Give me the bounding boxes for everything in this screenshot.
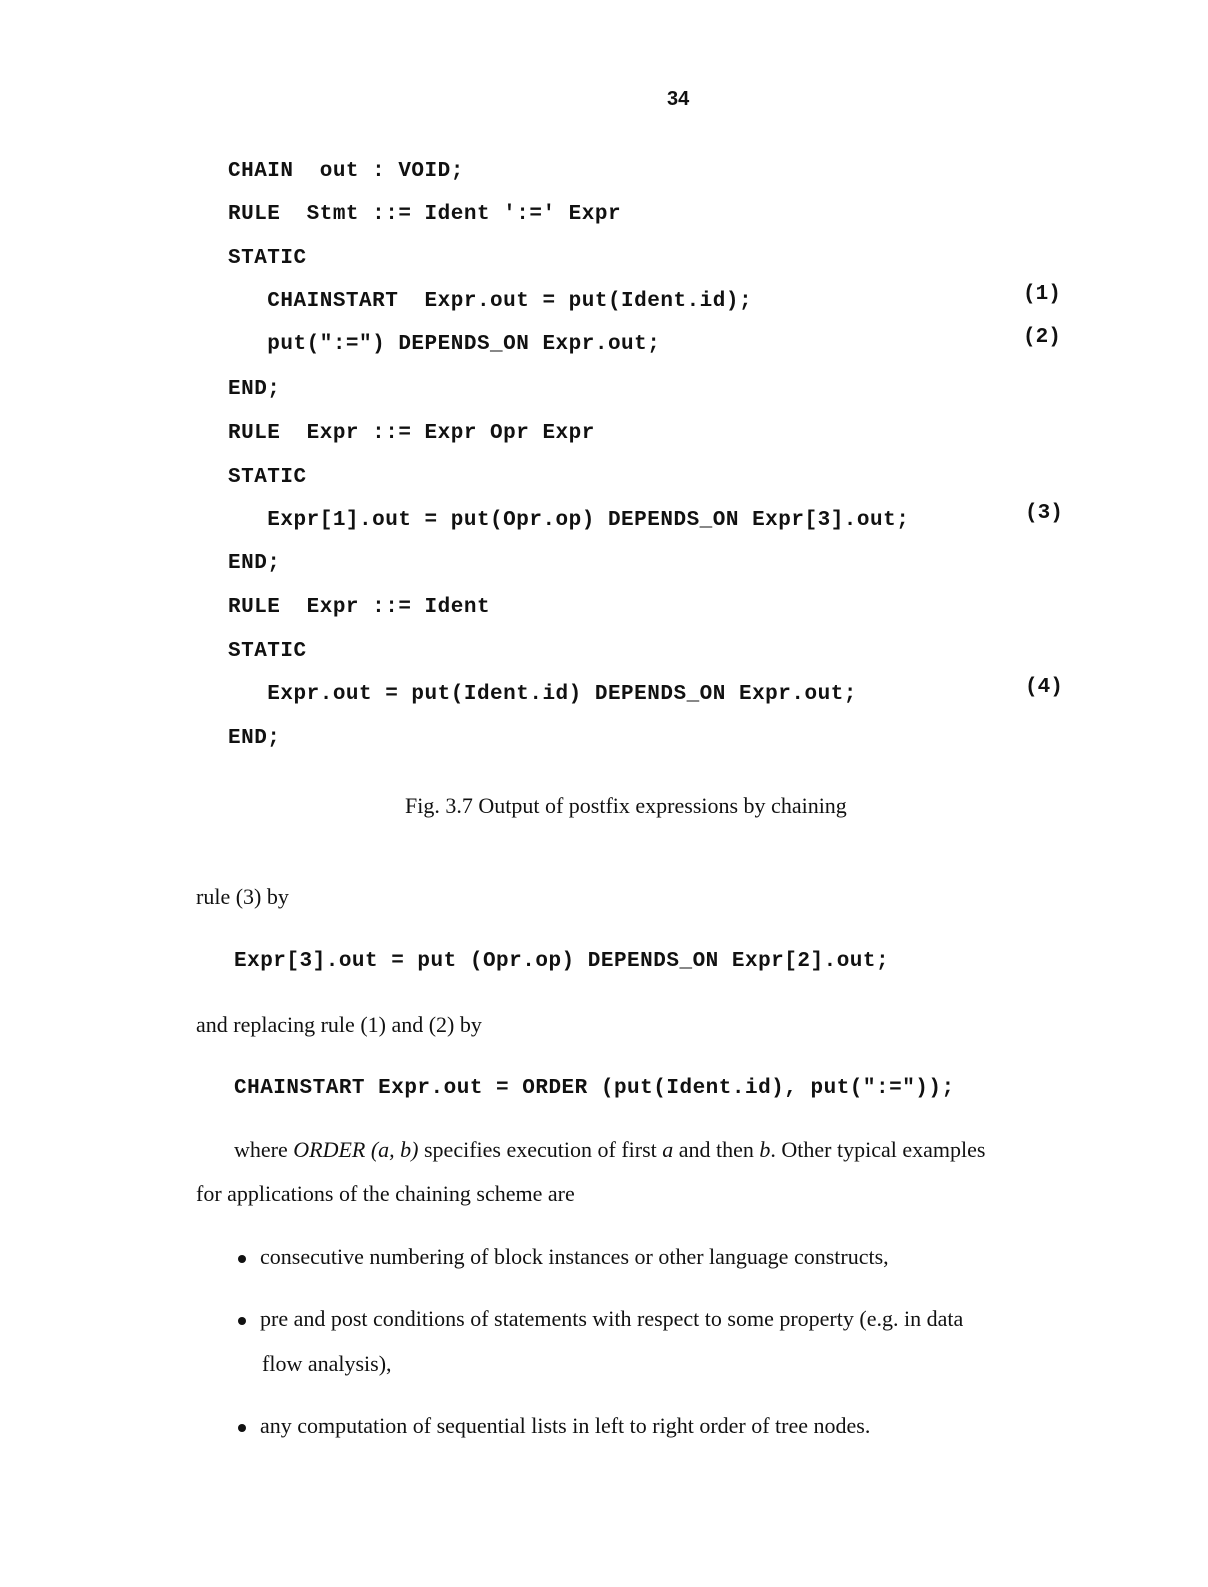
emphasis: ORDER (a, b)	[293, 1137, 419, 1162]
equation-number: (3)	[1025, 502, 1063, 525]
code-line: RULE Expr ::= Ident	[228, 596, 491, 619]
code-line: Expr[3].out = put (Opr.op) DEPENDS_ON Expr[2].out;	[234, 950, 890, 973]
page-number: 34	[667, 88, 690, 110]
list-item-text: any computation of sequential lists in left to right order of tree nodes.	[260, 1413, 871, 1438]
text-run: specifies execution of first	[418, 1137, 663, 1162]
bullet-icon	[238, 1255, 246, 1263]
code-line: END;	[228, 378, 281, 401]
code-line: END;	[228, 552, 281, 575]
list-item-text: pre and post conditions of statements with respect to some property (e.g. in data	[260, 1306, 964, 1331]
code-line: CHAINSTART Expr.out = put(Ident.id);	[228, 290, 753, 313]
emphasis: a	[662, 1137, 674, 1162]
body-paragraph: and replacing rule (1) and (2) by	[196, 1012, 482, 1037]
code-line: RULE Stmt ::= Ident ':=' Expr	[228, 203, 622, 226]
code-line: RULE Expr ::= Expr Opr Expr	[228, 422, 595, 445]
code-line: put(":=") DEPENDS_ON Expr.out;	[228, 333, 661, 356]
bullet-icon	[238, 1317, 246, 1325]
equation-number: (2)	[1023, 326, 1061, 349]
text-run: . Other typical examples	[770, 1137, 986, 1162]
figure-caption: Fig. 3.7 Output of postfix expressions by chaining	[405, 793, 847, 818]
equation-number: (4)	[1025, 676, 1063, 699]
code-line: STATIC	[228, 247, 307, 270]
list-item-text: consecutive numbering of block instances or other language constructs,	[260, 1244, 889, 1269]
code-line: Expr.out = put(Ident.id) DEPENDS_ON Expr.out;	[228, 683, 857, 706]
list-item	[238, 1413, 870, 1439]
text-run: where	[234, 1137, 294, 1162]
equation-number: (1)	[1023, 283, 1061, 306]
body-paragraph: rule (3) by	[196, 884, 289, 909]
text-run: and then	[673, 1137, 760, 1162]
code-line: STATIC	[228, 466, 307, 489]
code-line: Expr[1].out = put(Opr.op) DEPENDS_ON Expr[3].out;	[228, 509, 910, 532]
body-paragraph	[234, 1137, 985, 1163]
body-paragraph: for applications of the chaining scheme are	[196, 1181, 575, 1206]
list-item-continuation: flow analysis),	[262, 1351, 392, 1376]
emphasis: b	[759, 1137, 771, 1162]
code-line: STATIC	[228, 640, 307, 663]
list-item	[238, 1244, 889, 1270]
code-line: END;	[228, 727, 281, 750]
code-line: CHAINSTART Expr.out = ORDER (put(Ident.id), put(":="));	[234, 1077, 955, 1100]
bullet-icon	[238, 1424, 246, 1432]
list-item	[238, 1306, 963, 1332]
code-line: CHAIN out : VOID;	[228, 160, 464, 183]
